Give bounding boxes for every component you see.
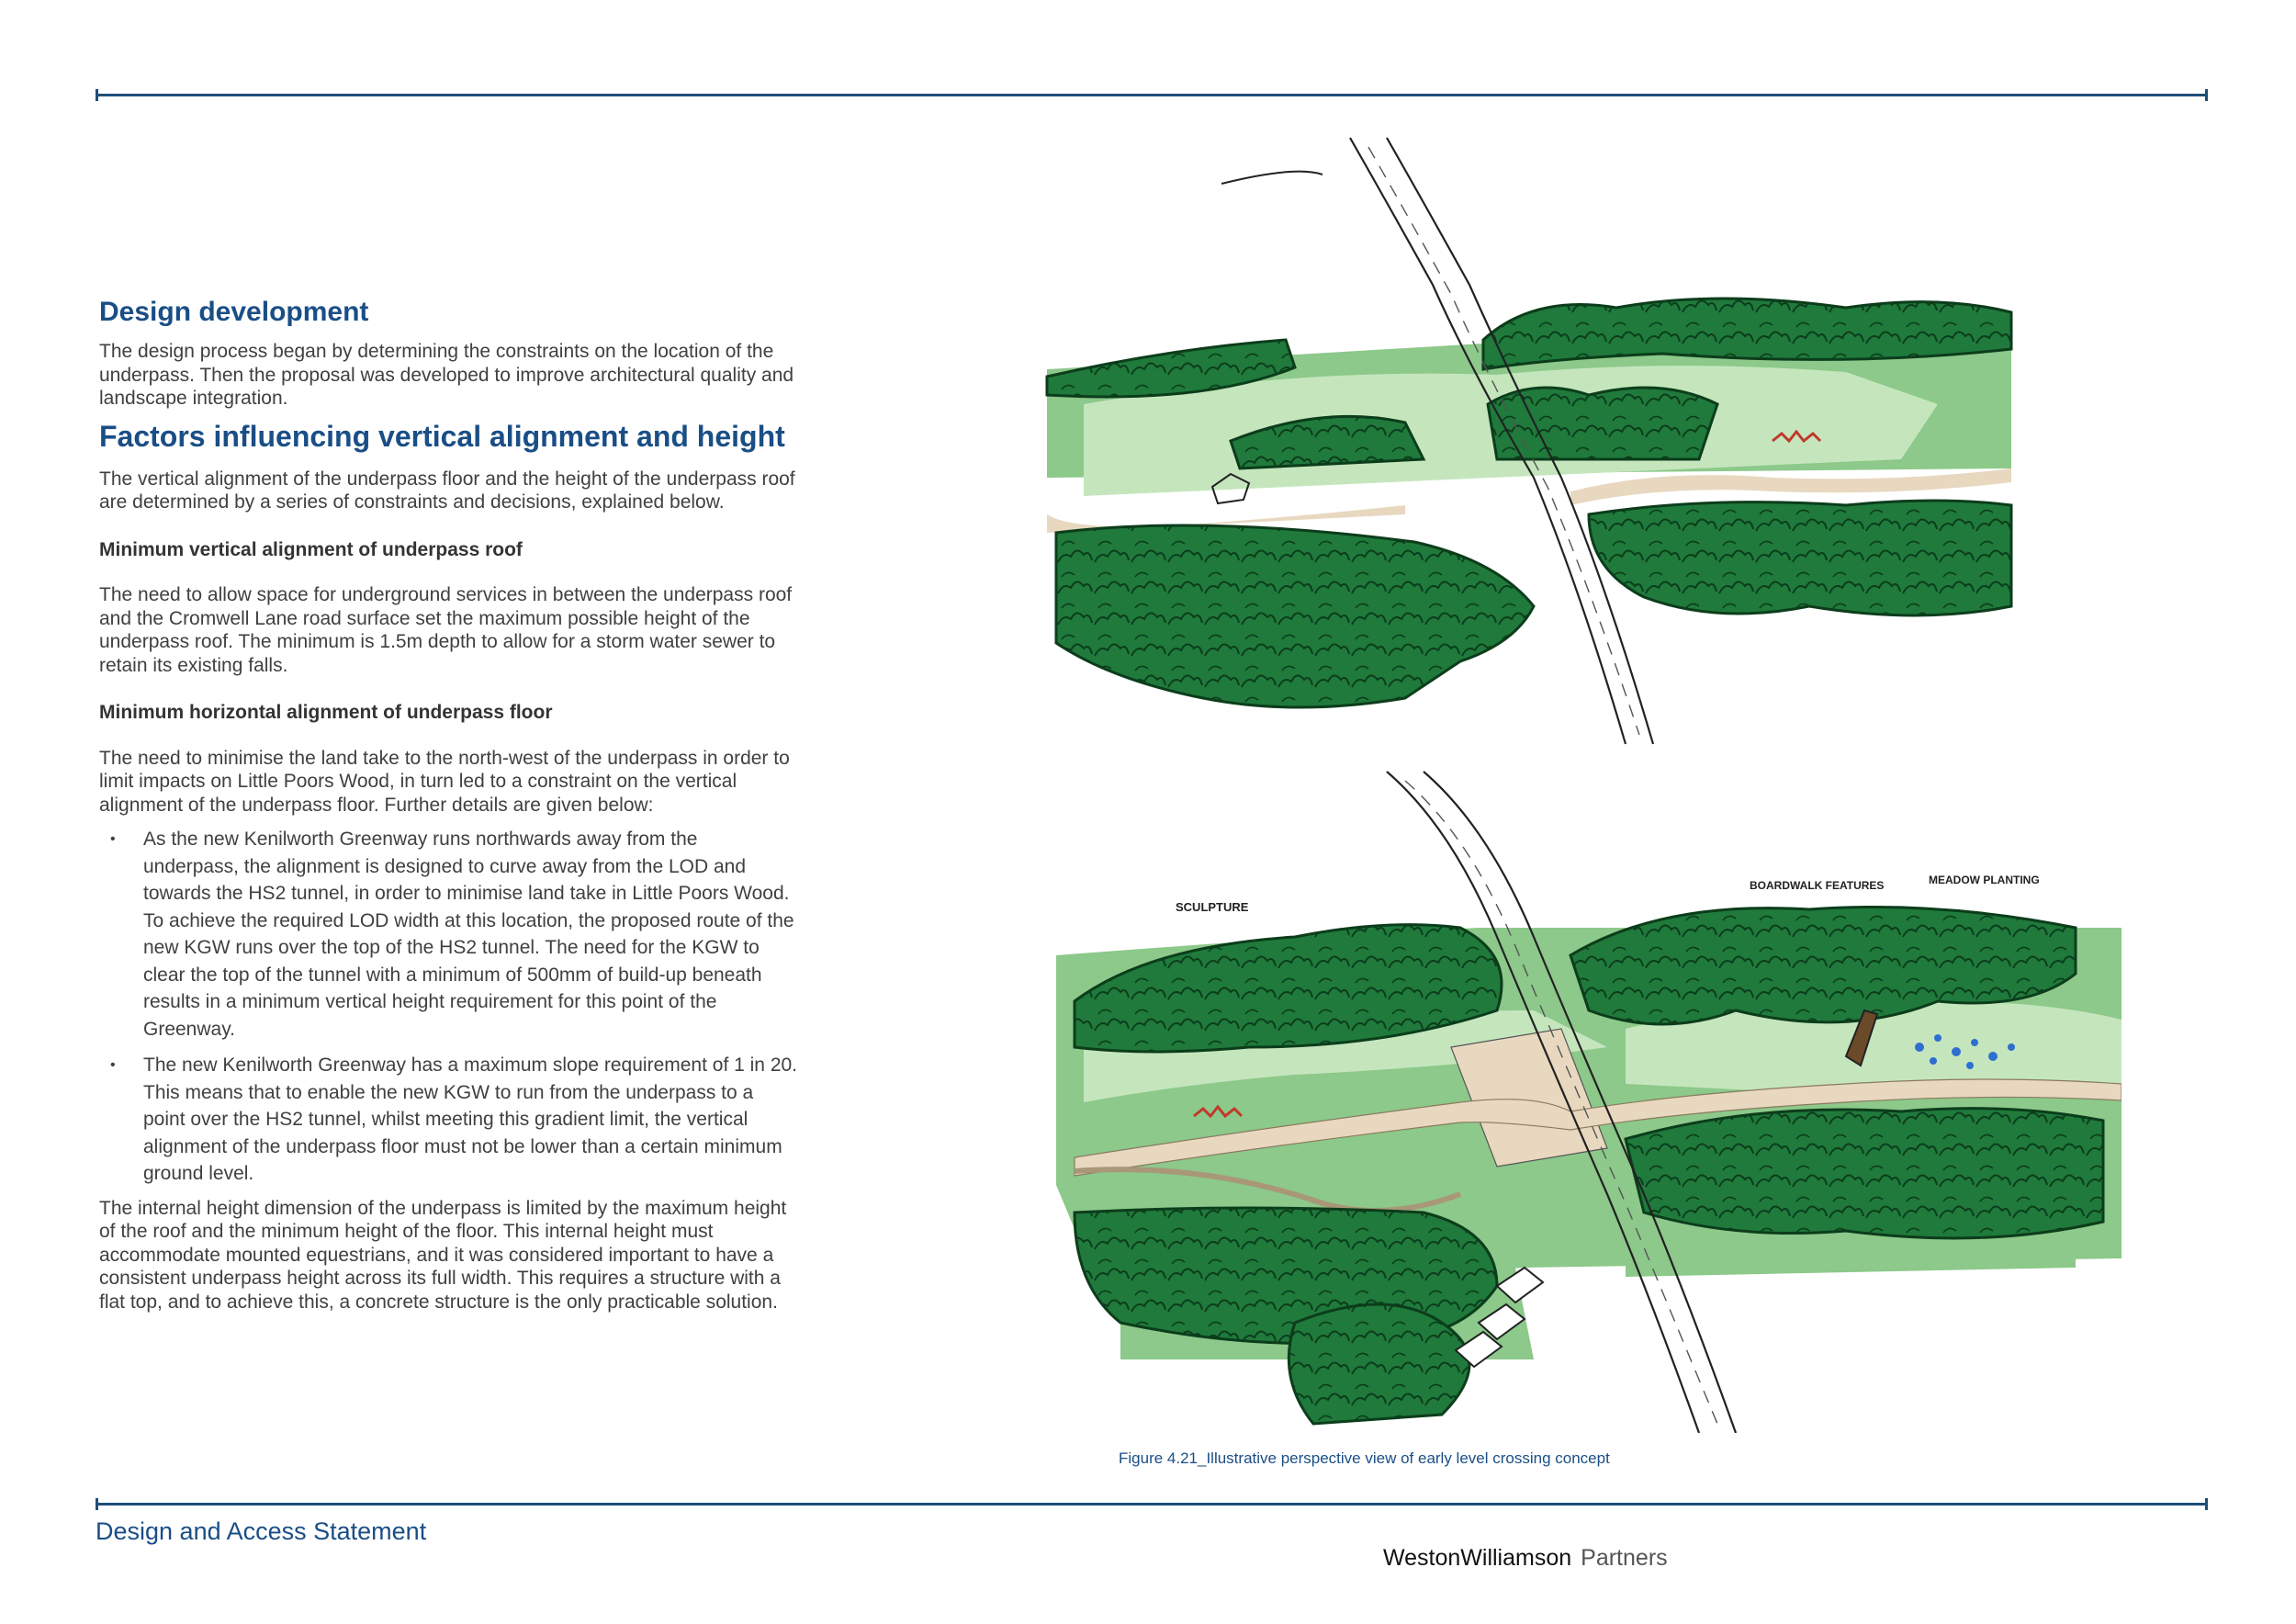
- text-column: [99, 296, 797, 1337]
- brand-name: WestonWilliamson: [1383, 1545, 1572, 1571]
- bottom-view: [1056, 772, 2122, 1433]
- heading-factors: Factors influencing vertical alignment and height: [99, 419, 785, 453]
- bottom-trees-centre-front: [1289, 1304, 1469, 1424]
- subheading-floor: Minimum horizontal alignment of underpass floor: [99, 702, 553, 723]
- paragraph-factors: The vertical alignment of the underpass floor and the height of the underpass roof are determined by a series of constraints and decisions, explained below.: [99, 468, 795, 513]
- bullet-icon: •: [110, 831, 116, 847]
- top-trees-left-front: [1056, 525, 1534, 707]
- label-meadow: MEADOW PLANTING: [1929, 874, 2040, 886]
- bottom-trees-right-front: [1626, 1109, 2103, 1238]
- paragraph-roof: The need to allow space for underground services in between the underpass roof and the Cromwell Lane road surface set the maximum possible height of the underpass roof. The minimum is 1.5m depth to allow for a storm water sewer to retain its existing falls.: [99, 584, 793, 676]
- brand-logo: [1383, 1545, 1668, 1572]
- footer-rule: [96, 1503, 2208, 1506]
- bullet-icon: •: [110, 1057, 116, 1073]
- top-view: [1047, 138, 2011, 744]
- list-item: • The new Kenilworth Greenway has a maximum slope requirement of 1 in 20. This means that to enable the new KGW to run from the underpass to a point over the HS2 tunnel, whilst meeting this gradient limit, the vertical alignment of the underpass floor must not be lower than a certain minimum ground level.: [99, 1052, 797, 1188]
- figure-caption: Figure 4.21_Illustrative perspective view of early level crossing concept: [1119, 1449, 1610, 1467]
- top-trees-right-front: [1589, 501, 2011, 615]
- illustration-figure: [1019, 129, 2122, 1433]
- header-rule: [96, 94, 2208, 96]
- paragraph-floor: The need to minimise the land take to the north-west of the underpass in order to limit impacts on Little Poors Wood, in turn led to a constraint on the vertical alignment of the underpass floor. Further details are given below:: [99, 747, 790, 816]
- label-sculpture: SCULPTURE: [1176, 900, 1249, 914]
- label-boardwalk: BOARDWALK FEATURES: [1750, 879, 1885, 892]
- paragraph-design-process: The design process began by determining the constraints on the location of the underpass. Then the proposal was developed to improve architectural quality and landscape integration.: [99, 341, 794, 409]
- top-road-spur: [1221, 172, 1322, 184]
- document-title: Design and Access Statement: [96, 1517, 427, 1545]
- brand-suffix: Partners: [1581, 1545, 1668, 1571]
- paragraph-internal-height: The internal height dimension of the underpass is limited by the maximum height of the roof and the minimum height of the floor. This internal height must accommodate mounted equestrians, and it was considered important to have a consistent underpass height across its full width. This requires a structure with a flat top, and to achieve this, a concrete structure is the only practicable solution.: [99, 1197, 787, 1313]
- bullet-list: [99, 826, 797, 1188]
- subheading-roof: Minimum vertical alignment of underpass roof: [99, 538, 523, 560]
- list-item: • As the new Kenilworth Greenway runs northwards away from the underpass, the alignment is designed to curve away from the LOD and towards the HS2 tunnel, in order to minimise land take in Little Poors Wood. To achieve the required LOD width at this location, the proposed route of the new KGW runs over the top of the HS2 tunnel. The need for the KGW to clear the top of the tunnel with a minimum of 500mm of build-up beneath results in a minimum vertical height requirement for this point of the Greenway.: [99, 826, 797, 1043]
- heading-design-development: Design development: [99, 297, 369, 327]
